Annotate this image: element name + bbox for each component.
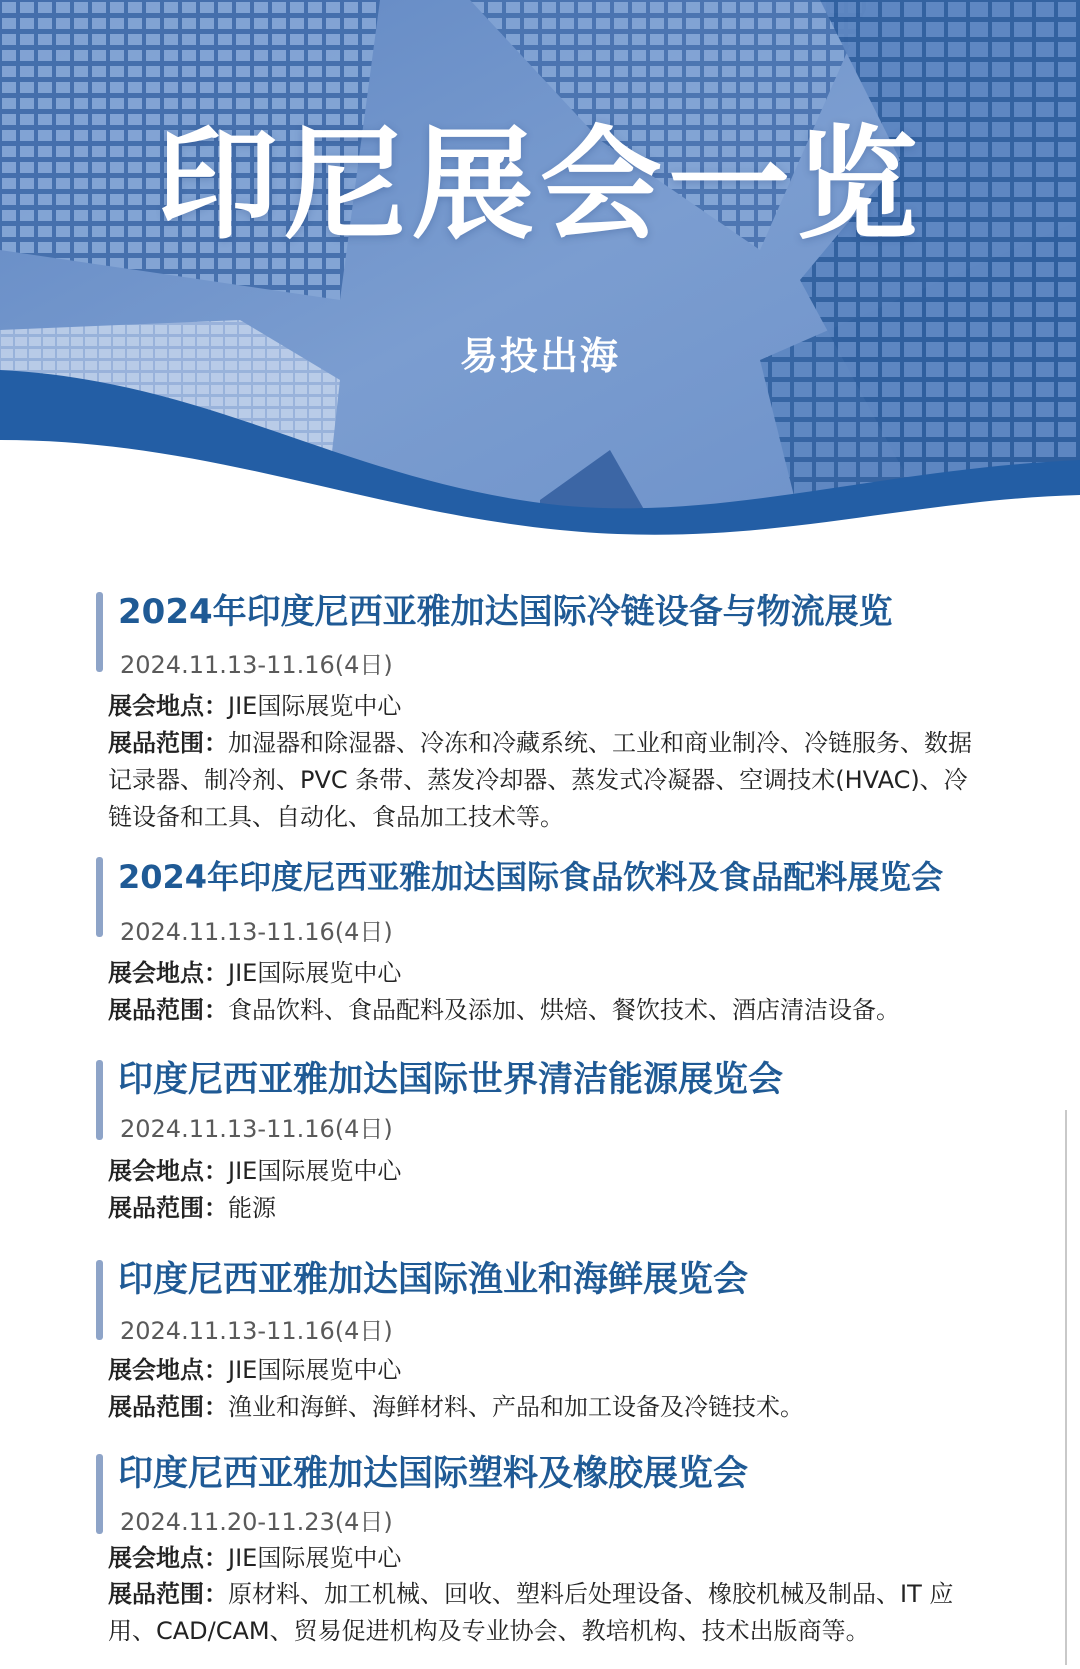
exhibition-scope	[108, 725, 988, 836]
exhibition-date: 2024.11.13-11.16(4日)	[120, 651, 393, 679]
scope-label: 展品范围：	[108, 1580, 228, 1608]
exhibition-title: 2024年印度尼西亚雅加达国际冷链设备与物流展览	[118, 592, 893, 632]
location-label: 展会地点：	[108, 1356, 228, 1384]
exhibition-location	[108, 1540, 988, 1577]
location-label: 展会地点：	[108, 692, 228, 720]
exhibition-title: 印度尼西亚雅加达国际塑料及橡胶展览会	[118, 1454, 749, 1494]
exhibition-date: 2024.11.13-11.16(4日)	[120, 1115, 393, 1143]
page-title: 印尼展会一览	[156, 114, 924, 256]
location-value: JIE国际展览中心	[228, 692, 402, 720]
scope-label: 展品范围：	[108, 1393, 228, 1421]
skyscraper-background-image	[0, 0, 1080, 560]
accent-bar	[96, 592, 103, 672]
accent-bar	[96, 1454, 103, 1534]
exhibition-title: 2024年印度尼西亚雅加达国际食品饮料及食品配料展览会	[118, 858, 944, 896]
exhibition-location	[108, 1153, 988, 1190]
scope-label: 展品范围：	[108, 729, 228, 757]
exhibition-scope	[108, 992, 988, 1029]
exhibition-location	[108, 955, 988, 992]
exhibition-title: 印度尼西亚雅加达国际渔业和海鲜展览会	[118, 1260, 749, 1300]
scope-value: 加湿器和除湿器、冷冻和冷藏系统、工业和商业制冷、冷链服务、数据记录器、制冷剂、PVC 条带、蒸发冷却器、蒸发式冷凝器、空调技术(HVAC)、冷链设备和工具、自动化、食品加工技术等。	[108, 729, 972, 831]
location-label: 展会地点：	[108, 1157, 228, 1185]
divider-line	[1065, 1110, 1067, 1665]
accent-bar	[96, 1060, 103, 1140]
exhibition-scope	[108, 1190, 988, 1227]
location-label: 展会地点：	[108, 959, 228, 987]
scope-value: 食品饮料、食品配料及添加、烘焙、餐饮技术、酒店清洁设备。	[228, 996, 900, 1024]
hero-banner	[0, 0, 1080, 560]
exhibition-location	[108, 1352, 988, 1389]
scope-label: 展品范围：	[108, 996, 228, 1024]
exhibition-scope	[108, 1389, 988, 1426]
exhibition-date: 2024.11.13-11.16(4日)	[120, 1317, 393, 1345]
accent-bar	[96, 1260, 103, 1340]
location-value: JIE国际展览中心	[228, 1157, 402, 1185]
exhibition-date: 2024.11.13-11.16(4日)	[120, 918, 393, 946]
exhibition-title: 印度尼西亚雅加达国际世界清洁能源展览会	[118, 1060, 784, 1100]
exhibition-scope	[108, 1576, 988, 1650]
location-value: JIE国际展览中心	[228, 1356, 402, 1384]
location-label: 展会地点：	[108, 1544, 228, 1572]
scope-value: 原材料、加工机械、回收、塑料后处理设备、橡胶机械及制品、IT 应用、CAD/CAM、贸易促进机构及专业协会、教培机构、技术出版商等。	[108, 1580, 954, 1645]
location-value: JIE国际展览中心	[228, 1544, 402, 1572]
location-value: JIE国际展览中心	[228, 959, 402, 987]
scope-value: 能源	[228, 1194, 276, 1222]
page-subtitle: 易投出海	[459, 334, 620, 378]
accent-bar	[96, 857, 103, 937]
exhibition-location	[108, 688, 988, 725]
scope-value: 渔业和海鲜、海鲜材料、产品和加工设备及冷链技术。	[228, 1393, 804, 1421]
exhibition-date: 2024.11.20-11.23(4日)	[120, 1508, 393, 1536]
scope-label: 展品范围：	[108, 1194, 228, 1222]
